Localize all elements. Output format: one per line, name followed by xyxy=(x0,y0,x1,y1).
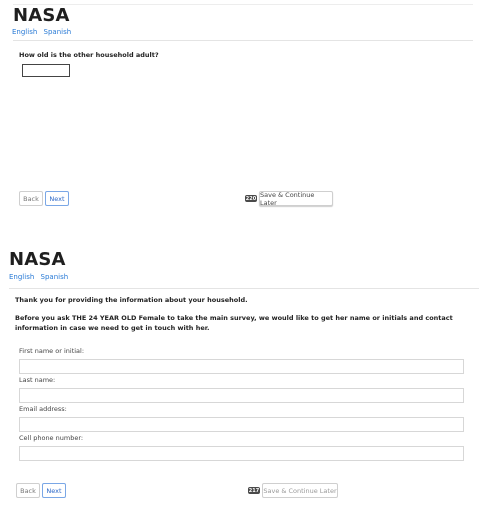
save-continue-button[interactable]: Save & Continue Later xyxy=(262,483,338,498)
age-input[interactable] xyxy=(22,64,70,77)
cell-phone-label: Cell phone number: xyxy=(19,434,84,442)
last-name-label: Last name: xyxy=(19,376,56,384)
email-label: Email address: xyxy=(19,405,67,413)
last-name-input[interactable] xyxy=(19,388,464,403)
next-button[interactable]: Next xyxy=(45,191,69,206)
lang-english-link[interactable]: English xyxy=(9,273,35,281)
language-links xyxy=(9,273,68,281)
header-divider xyxy=(13,40,473,41)
next-button[interactable]: Next xyxy=(42,483,66,498)
question-text: How old is the other household adult? xyxy=(19,51,159,59)
first-name-input[interactable] xyxy=(19,359,464,374)
header-divider xyxy=(9,288,479,289)
back-button[interactable]: Back xyxy=(19,191,43,206)
page-title: NASA xyxy=(9,249,66,270)
save-continue-button[interactable]: Save & Continue Later xyxy=(259,191,333,206)
lang-spanish-link[interactable]: Spanish xyxy=(43,28,72,36)
email-input[interactable] xyxy=(19,417,464,432)
thanks-text: Thank you for providing the information about your household. xyxy=(15,296,248,304)
page-number-badge: 220 xyxy=(245,195,257,202)
lang-english-link[interactable]: English xyxy=(12,28,38,36)
page-number-badge: 217 xyxy=(248,487,260,494)
instruction-text: Before you ask THE 24 YEAR OLD Female to take the main survey, we would like to get her name or initials and contact information in case we need to get in touch with her. xyxy=(15,314,453,332)
page-title: NASA xyxy=(13,5,70,26)
first-name-label: First name or initial: xyxy=(19,347,85,355)
back-button[interactable]: Back xyxy=(16,483,40,498)
lang-spanish-link[interactable]: Spanish xyxy=(40,273,69,281)
language-links xyxy=(12,28,71,36)
top-border xyxy=(13,4,473,5)
cell-phone-input[interactable] xyxy=(19,446,464,461)
